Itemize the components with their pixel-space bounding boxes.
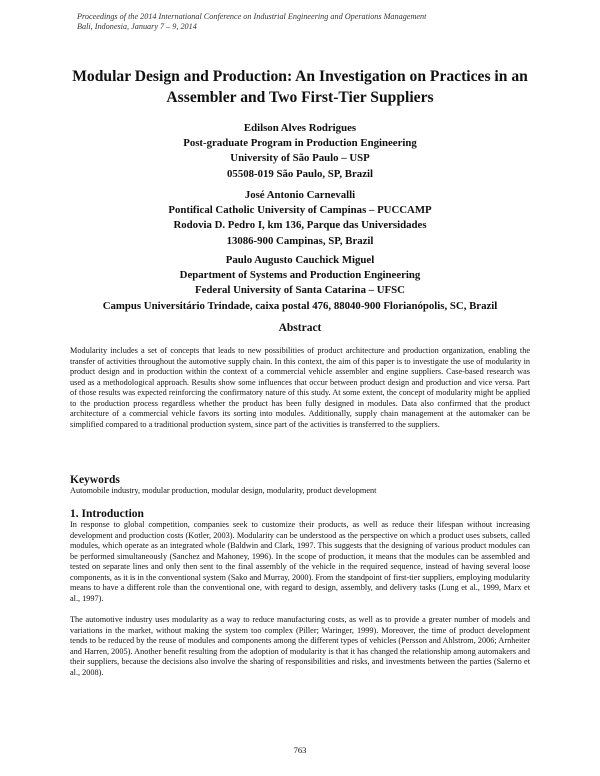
author-affiliation: Department of Systems and Production Engineering [179, 269, 421, 282]
author-address: Campus Universitário Trindade, caixa postal 476, 88040-900 Florianópolis, SC, Brazil [102, 299, 498, 312]
author-name: Paulo Augusto Cauchick Miguel [225, 254, 375, 266]
conference-location-date: Bali, Indonesia, January 7 – 9, 2014 [77, 22, 197, 31]
author-affiliation: Pontifical Catholic University of Campinas – PUCCAMP [168, 204, 432, 217]
author-block-2 [20, 188, 580, 249]
author-block-1 [20, 121, 580, 182]
page-number: 763 [293, 745, 307, 755]
introduction-paragraph-1: In response to global competition, companies seek to customize their products, as well as reduce their lifespan without increasing development and production costs (Kotler, 2003). Modularity can be understood as the perspective on which a product uses subsets, called modules, which operate as an integrated whole (Baldwin and Clark, 1997. This suggests that the designing of various product modules can be performed simultaneously (Sanchez and Mahoney, 1996). In the scope of production, it means that the modules can be assembled and tested on separate lines and only then sent to the final assembly of the vehicle in the required sequence, instead of having several loose components, as it is in the conventional system (Sako and Murray, 2000). From the standpoint of first-tier suppliers, employing modularity means to have a different role than the conventional one, with regard to design, assembly, and delivery tasks (Lung et al., 1999, Marx et al., 1997). [70, 520, 530, 603]
author-affiliation: Federal University of Santa Catarina – UFSC [195, 284, 405, 297]
keywords-text: Automobile industry, modular production, modular design, modularity, product development [70, 486, 377, 495]
author-name: José Antonio Carnevalli [244, 189, 356, 201]
keywords-heading: Keywords [70, 474, 120, 486]
abstract-heading: Abstract [278, 322, 322, 334]
author-affiliation: Post-graduate Program in Production Engineering [183, 137, 417, 150]
author-address: Rodovia D. Pedro I, km 136, Parque das Universidades [173, 219, 427, 232]
author-affiliation: University of São Paulo – USP [230, 152, 370, 165]
introduction-heading: 1. Introduction [70, 508, 144, 520]
running-header [77, 12, 547, 32]
abstract-text: Modularity includes a set of concepts that leads to new possibilities of product architecture and production organization, enabling the transfer of activities throughout the automotive supply chain. In this context, the aim of this paper is to investigate the use of modularity in product design and in production within the context of a commercial vehicle assembler and engine suppliers. Case-based research was used as a methodological approach. Results show some influences that occur between product design and production and vice versa. Part of those results was expected reinforcing the confirmatory nature of this study. At some extent, the concept of modularity might be applied to the production process regardless whether the product has been fully designed in modules. Data also confirmed that the product architecture of a commercial vehicle favors its sorting into modules. Additionally, supply chain management at the automaker can be simplified compared to a traditional production system, since part of the activities is transferred to the suppliers. [70, 346, 530, 429]
author-block-3 [20, 253, 580, 314]
author-name: Edilson Alves Rodrigues [243, 122, 357, 134]
paper-title: Modular Design and Production: An Investigation on Practices in an Assembler and Two First-Tier Suppliers [72, 68, 528, 106]
author-address: 05508-019 São Paulo, SP, Brazil [227, 167, 373, 180]
author-address: 13086-900 Campinas, SP, Brazil [226, 234, 374, 247]
introduction-paragraph-2: The automotive industry uses modularity as a way to reduce manufacturing costs, as well as to provide a greater number of models and variations in the market, without making the system too complex (Piller; Waringer, 1999). Moreover, the time of product development tends to be reduced by the reuse of modules and components among the different types of vehicles (Persson and Ahlstrom, 2006; Arnheiter and Harren, 2005). Another benefit resulting from the adoption of modularity is that it has changed the relationship among automakers and their suppliers, because the decisions also involve the sharing of responsibilities and risks, and investments between the parties (Salerno et al., 2008). [70, 615, 530, 677]
conference-name: Proceedings of the 2014 International Conference on Industrial Engineering and Operations Management [77, 12, 427, 21]
